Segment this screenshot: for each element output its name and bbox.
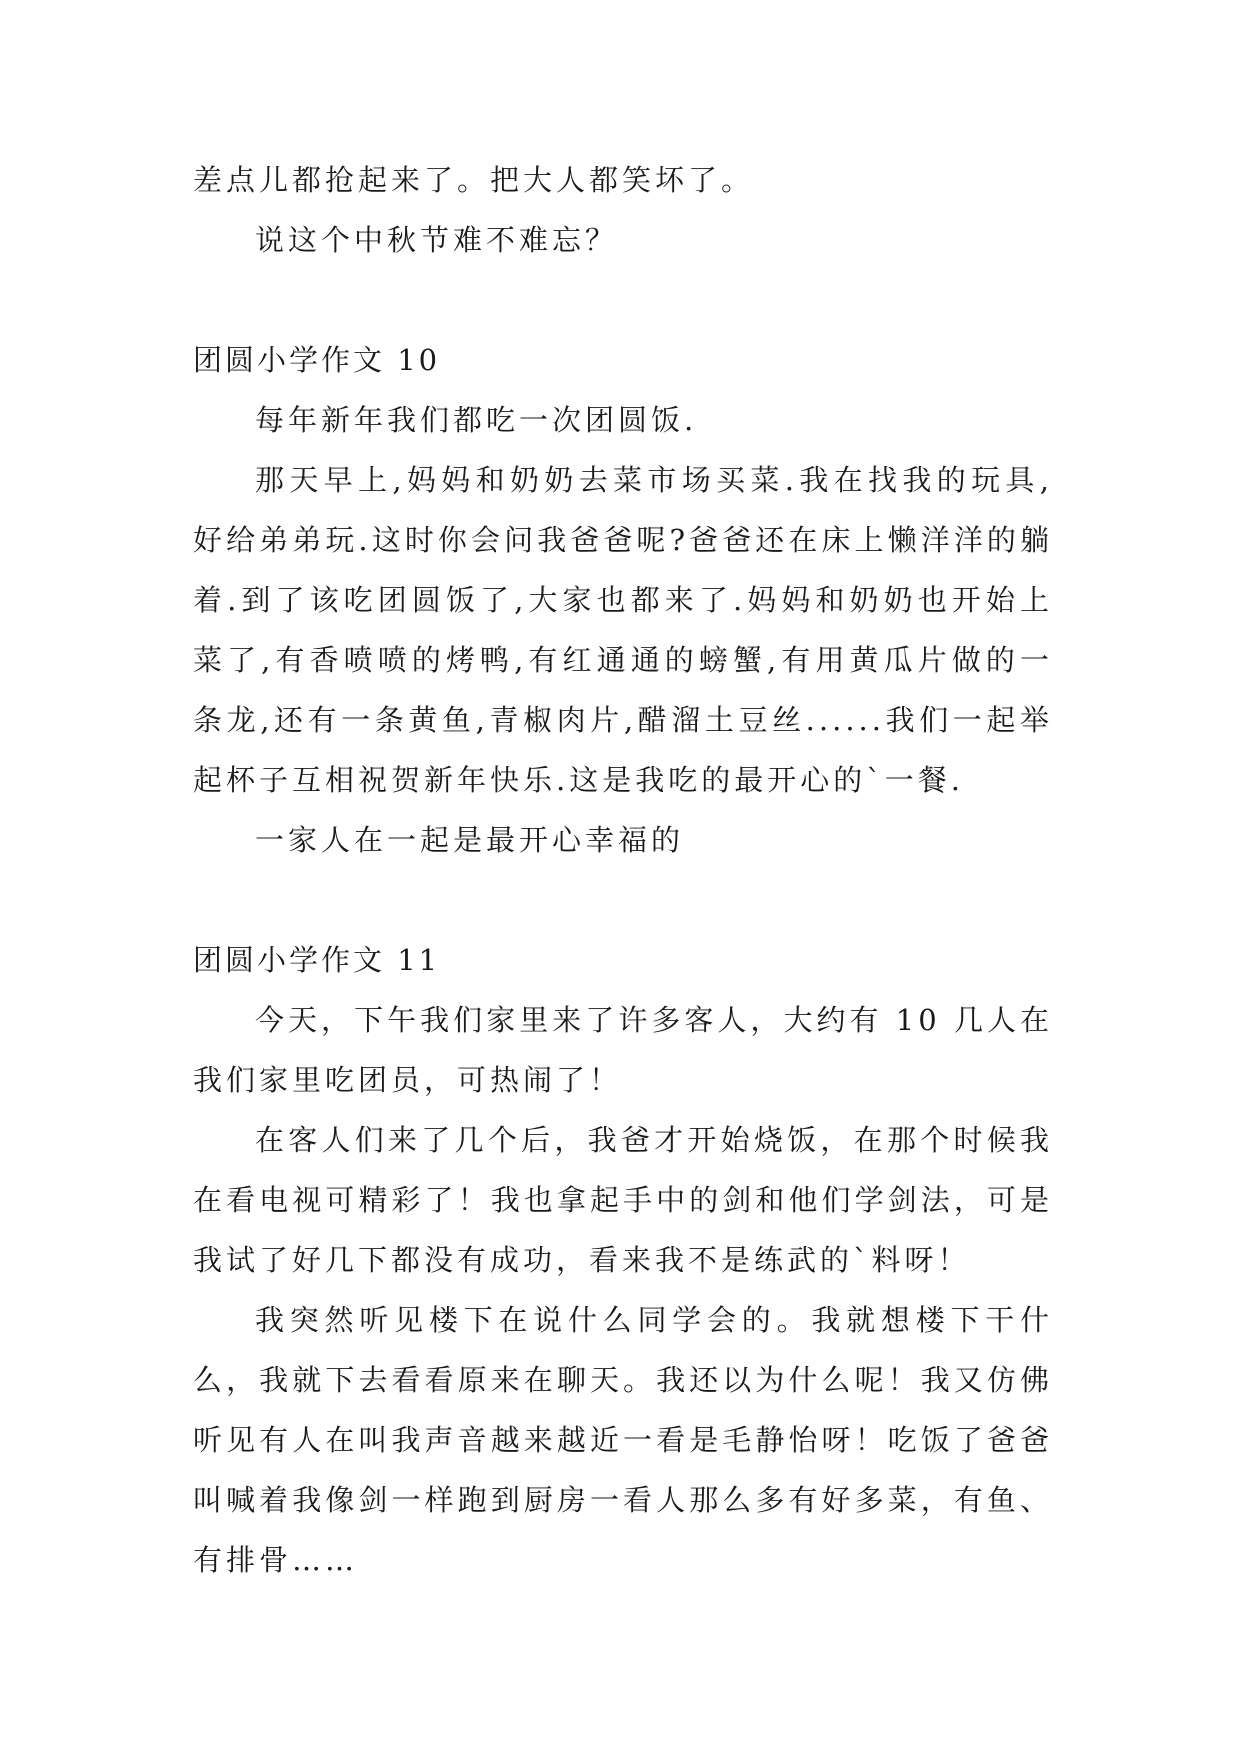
essay-11-title: 团圆小学作文 11: [193, 943, 441, 977]
essay-10-paragraph-1: 每年新年我们都吃一次团圆饭.: [255, 403, 698, 437]
essay-10-title: 团圆小学作文 10: [193, 343, 441, 377]
document-body: [193, 150, 1053, 1590]
section-spacer: [193, 270, 1053, 330]
essay-11-paragraph-1: 今天，下午我们家里来了许多客人，大约有 10 几人在我们家里吃团员，可热闹了！: [193, 1003, 1053, 1097]
essay-10-paragraph-3: 一家人在一起是最开心幸福的: [255, 823, 685, 857]
essay-11-paragraph-3: 我突然听见楼下在说什么同学会的。我就想楼下干什么，我就下去看看原来在聊天。我还以为什么呢！我又仿佛听见有人在叫我声音越来越近一看是毛静怡呀！吃饭了爸爸叫喊着我像剑一样跑到厨房一看人那么多有好多菜，有鱼、有排骨……: [193, 1303, 1053, 1577]
section-spacer: [193, 870, 1053, 930]
carryover-closing-paragraph: 说这个中秋节难不难忘？: [255, 223, 619, 257]
essay-11-paragraph-2: 在客人们来了几个后，我爸才开始烧饭，在那个时候我在看电视可精彩了！我也拿起手中的剑和他们学剑法，可是我试了好几下都没有成功，看来我不是练武的`料呀！: [193, 1123, 1053, 1277]
carryover-paragraph: 差点儿都抢起来了。把大人都笑坏了。: [193, 163, 755, 197]
essay-10-paragraph-2: 那天早上,妈妈和奶奶去菜市场买菜.我在找我的玩具,好给弟弟玩.这时你会问我爸爸呢?爸爸还在床上懒洋洋的躺着.到了该吃团圆饭了,大家也都来了.妈妈和奶奶也开始上菜了,有香喷喷的烤鸭,有红通通的螃蟹,有用黄瓜片做的一条龙,还有一条黄鱼,青椒肉片,醋溜土豆丝......我们一起举起杯子互相祝贺新年快乐.这是我吃的最开心的`一餐.: [193, 463, 1053, 797]
